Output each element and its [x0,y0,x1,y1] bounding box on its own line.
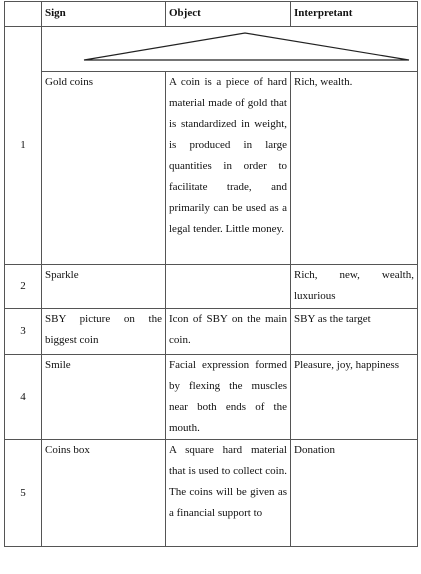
table-row [5,355,418,440]
object-cell: A square hard material that is used to collect coin. The coins will be given as a financial support to [166,440,291,547]
sign-cell: Gold coins [42,72,166,265]
interpretant-cell: Rich, new, wealth, luxurious [291,265,418,309]
sign-cell: SBY picture on the biggest coin [42,309,166,355]
row-number: 3 [5,309,42,355]
sign-cell: Coins box [42,440,166,547]
header-interpretant: Interpretant [291,2,418,27]
header-row [5,2,418,27]
row-number: 4 [5,355,42,440]
row-number: 5 [5,440,42,547]
sign-cell: Smile [42,355,166,440]
header-number [5,2,42,27]
table-row [5,440,418,547]
triangle-diagram [42,27,418,71]
interpretant-cell: Pleasure, joy, happiness [291,355,418,440]
object-cell [166,265,291,309]
header-sign: Sign [42,2,166,27]
interpretant-cell: Donation [291,440,418,547]
interpretant-cell: Rich, wealth. [291,72,418,265]
triangle-row [5,27,418,72]
sign-cell: Sparkle [42,265,166,309]
row-number: 1 [5,27,42,265]
row-number: 2 [5,265,42,309]
object-cell: A coin is a piece of hard material made of gold that is standardized in weight, is produced in large quantities in order to facilitate trade, and primarily can be used as a legal tender. Little money. [166,72,291,265]
table-row [5,265,418,309]
interpretant-cell: SBY as the target [291,309,418,355]
semiotic-table [4,1,418,547]
table-row [5,72,418,265]
object-cell: Facial expression formed by flexing the muscles near both ends of the mouth. [166,355,291,440]
table-row [5,309,418,355]
header-object: Object [166,2,291,27]
triangle-cell [42,27,418,72]
object-cell: Icon of SBY on the main coin. [166,309,291,355]
